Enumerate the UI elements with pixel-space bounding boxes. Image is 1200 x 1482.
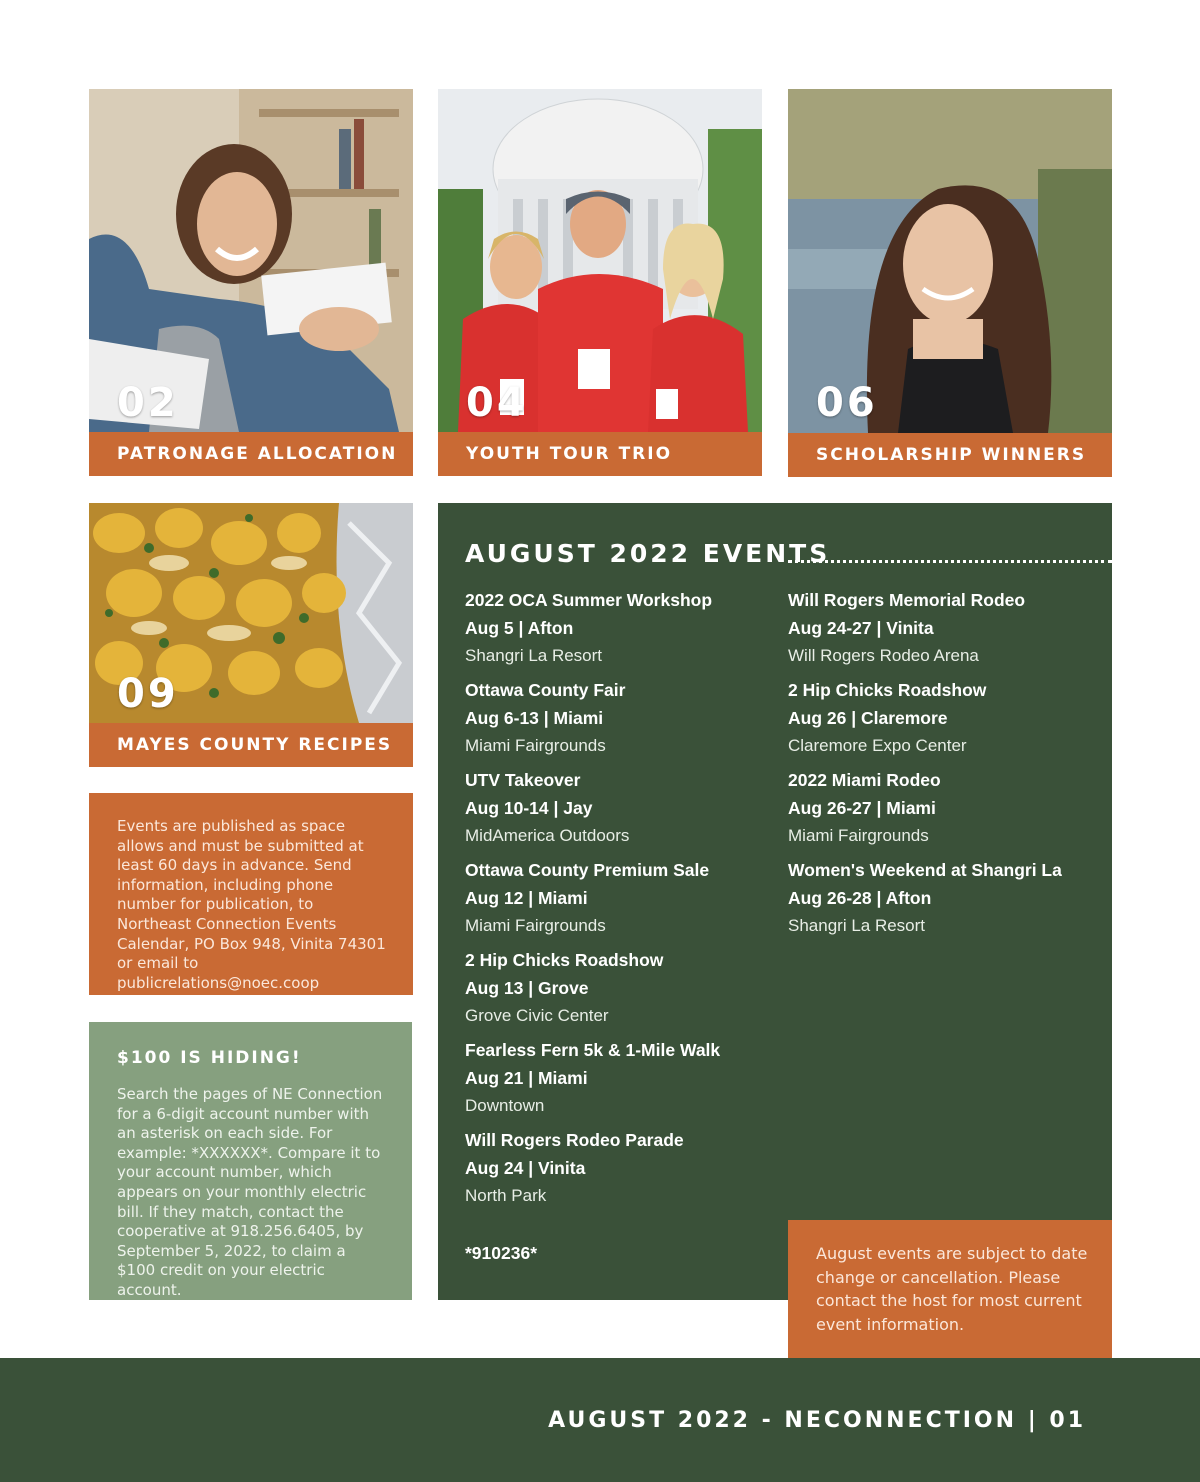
hidden-account-code: *910236*	[465, 1243, 538, 1263]
event-date: Aug 12 | Miami	[465, 887, 588, 908]
event-venue: Grove Civic Center	[465, 1006, 609, 1025]
disclaimer-text: August events are subject to date change or cancellation. Please contact the host for most current event information.	[816, 1244, 1088, 1334]
event-venue: Claremore Expo Center	[788, 736, 967, 755]
event-name: UTV Takeover	[465, 770, 581, 790]
feature-card-scholarship[interactable]	[788, 89, 1112, 476]
event-venue: Miami Fairgrounds	[465, 916, 606, 935]
event-venue: Miami Fairgrounds	[465, 736, 606, 755]
event-venue: North Park	[465, 1186, 547, 1205]
feature-number: 06	[816, 380, 878, 426]
event-item	[788, 677, 1062, 767]
event-name: 2 Hip Chicks Roadshow	[465, 950, 664, 970]
event-date: Aug 26-27 | Miami	[788, 797, 936, 818]
feature-label: PATRONAGE ALLOCATION	[89, 432, 413, 476]
event-item	[465, 947, 720, 1037]
event-venue: Shangri La Resort	[788, 916, 926, 935]
event-name: Will Rogers Rodeo Parade	[465, 1130, 684, 1150]
event-name: Women's Weekend at Shangri La	[788, 860, 1062, 880]
event-submission-note	[89, 793, 413, 995]
events-calendar	[438, 503, 1112, 1300]
event-name: Ottawa County Fair	[465, 680, 626, 700]
feature-card-youth-tour[interactable]	[438, 89, 762, 476]
dotted-divider	[788, 560, 1112, 563]
event-venue: Miami Fairgrounds	[788, 826, 929, 845]
event-date: Aug 21 | Miami	[465, 1067, 588, 1088]
event-date: Aug 24 | Vinita	[465, 1157, 586, 1178]
feature-card-patronage[interactable]	[89, 89, 413, 476]
feature-number: 02	[117, 380, 179, 426]
event-name: 2 Hip Chicks Roadshow	[788, 680, 987, 700]
event-venue: Will Rogers Rodeo Arena	[788, 646, 979, 665]
events-disclaimer	[788, 1220, 1112, 1358]
feature-label: MAYES COUNTY RECIPES	[89, 723, 413, 767]
event-date: Aug 24-27 | Vinita	[788, 617, 934, 638]
events-title: AUGUST 2022 EVENTS	[465, 539, 831, 568]
event-name: 2022 OCA Summer Workshop	[465, 590, 713, 610]
event-date: Aug 10-14 | Jay	[465, 797, 593, 818]
events-column-right	[788, 587, 1062, 947]
event-name: Will Rogers Memorial Rodeo	[788, 590, 1026, 610]
event-date: Aug 6-13 | Miami	[465, 707, 604, 728]
hidden-account-contest	[89, 1022, 412, 1300]
event-item	[465, 767, 720, 857]
footer-page-label: AUGUST 2022 - NECONNECTION | 01	[548, 1408, 1086, 1433]
event-item	[788, 767, 1062, 857]
event-item	[465, 1127, 720, 1217]
feature-number: 09	[117, 671, 179, 717]
event-name: Fearless Fern 5k & 1-Mile Walk	[465, 1040, 721, 1060]
contest-title: $100 IS HIDING!	[117, 1048, 302, 1068]
feature-card-recipes[interactable]	[89, 503, 413, 767]
event-item	[788, 587, 1062, 677]
event-item	[465, 677, 720, 767]
event-item	[465, 587, 720, 677]
page-footer	[0, 1358, 1200, 1482]
event-date: Aug 26-28 | Afton	[788, 887, 932, 908]
feature-label: SCHOLARSHIP WINNERS	[788, 433, 1112, 477]
feature-number: 04	[466, 380, 528, 426]
event-name: 2022 Miami Rodeo	[788, 770, 941, 790]
event-item	[465, 1037, 720, 1127]
event-date: Aug 5 | Afton	[465, 617, 574, 638]
event-item	[788, 857, 1062, 947]
contest-body: Search the pages of NE Connection for a 6-digit account number with an asterisk on each side. For example: *XXXXXX*. Compare it to your account number, which appears on your monthly electric bill. If they match, contact the cooperative at 918.256.6405, by September 5, 2022, to claim a $100 credit on your electric account.	[117, 1085, 383, 1299]
event-name: Ottawa County Premium Sale	[465, 860, 710, 880]
event-venue: MidAmerica Outdoors	[465, 826, 630, 845]
submission-note-text: Events are published as space allows and must be submitted at least 60 days in advance. Send information, including phone number for publication, to Northeast Connection Events Calendar, PO Box 948, Vinita 74301 or email to publicrelations@noec.coop	[117, 817, 386, 992]
event-date: Aug 13 | Grove	[465, 977, 589, 998]
feature-label: YOUTH TOUR TRIO	[438, 432, 762, 476]
event-venue: Shangri La Resort	[465, 646, 603, 665]
events-column-left	[465, 587, 720, 1217]
event-item	[465, 857, 720, 947]
event-date: Aug 26 | Claremore	[788, 707, 948, 728]
event-venue: Downtown	[465, 1096, 545, 1115]
